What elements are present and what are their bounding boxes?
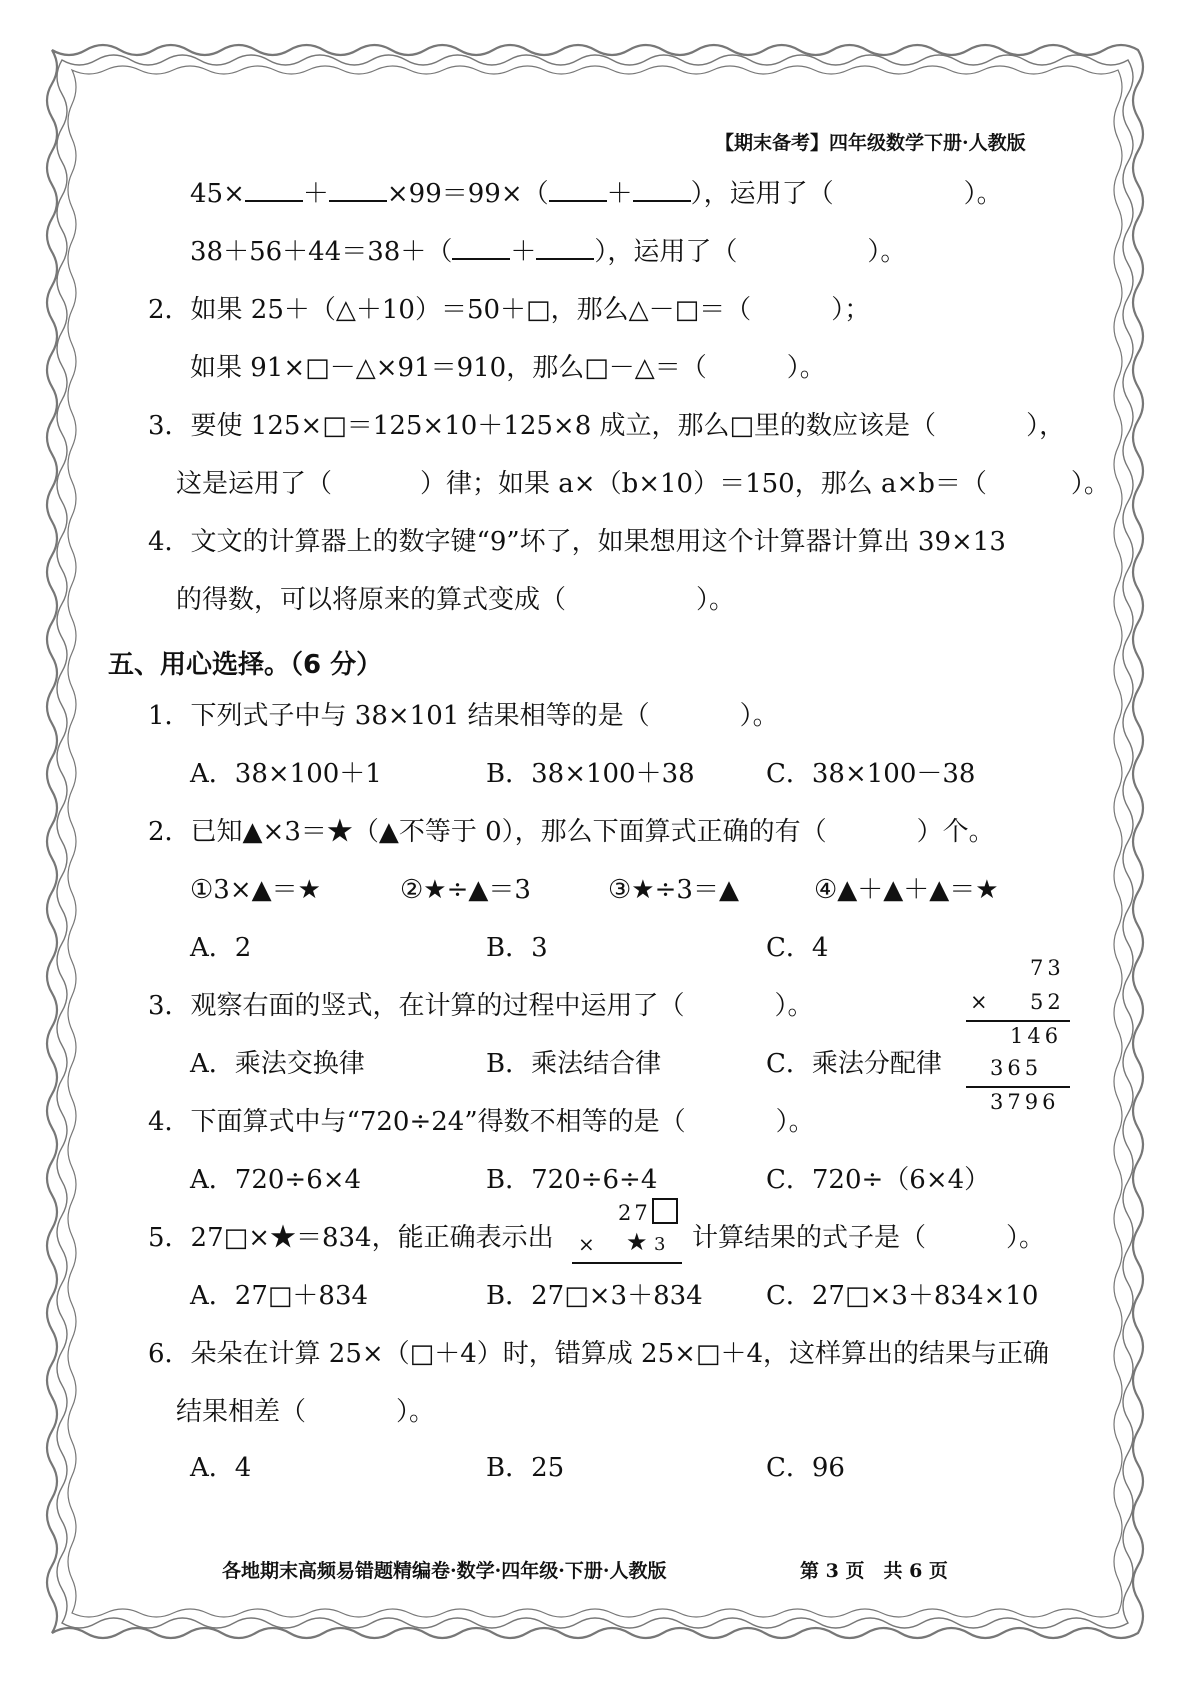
s5-q2-statement-4: ④▲＋▲＋▲＝★: [814, 875, 999, 905]
answer-blank[interactable]: [245, 178, 303, 202]
text: ）。: [396, 1397, 436, 1427]
s5-q4-option-b[interactable]: B．720÷6÷4: [486, 1165, 658, 1195]
s5-q1-option-a[interactable]: A．38×100＋1: [190, 759, 382, 789]
s5-question-1-stem: [148, 700, 779, 732]
fill-line-1: [190, 178, 1003, 210]
square-box-icon: [652, 1198, 678, 1224]
text: ）。: [775, 1107, 815, 1137]
s5-question-5-stem-a: 5．27□×★＝834，能正确表示出: [148, 1223, 554, 1253]
text: 3．要使 125×□＝125×10＋125×8 成立，那么□里的数应该是（: [148, 411, 937, 441]
mini-multiply-sign: ×: [578, 1232, 595, 1256]
text: ＋: [302, 179, 329, 209]
s5-q5-option-a[interactable]: A．27□＋834: [190, 1281, 369, 1311]
text: ）。: [963, 179, 1003, 209]
section-5-title: 五、用心选择。（6 分）: [108, 650, 383, 680]
header-tag: 【期末备考】四年级数学下册·人教版: [715, 132, 1026, 154]
text: ），运用了（: [594, 237, 738, 267]
multiplier: 52: [1030, 990, 1065, 1014]
s5-question-4-stem: [148, 1106, 815, 1138]
text: 2．已知▲×3＝★（▲不等于 0），那么下面算式正确的有（: [148, 817, 827, 847]
fill-line-2: [190, 236, 906, 268]
s5-question-6-line-2: [176, 1396, 435, 1428]
s5-q2-option-a[interactable]: A．2: [190, 933, 252, 963]
divider-line: [966, 1086, 1070, 1088]
text: 38＋56＋44＝38＋（: [190, 237, 453, 267]
s5-q3-option-b[interactable]: B．乘法结合律: [486, 1049, 662, 1079]
text: 结果相差（: [176, 1397, 307, 1427]
text: 3．观察右面的竖式，在计算的过程中运用了（: [148, 991, 685, 1021]
product: 3796: [990, 1090, 1060, 1114]
text: ×99＝99×（: [386, 179, 549, 209]
s5-q1-option-c[interactable]: C．38×100－38: [766, 759, 976, 789]
s5-question-2-stem: [148, 816, 995, 848]
text: 如果 91×□－△×91＝910，那么□－△＝（: [190, 353, 707, 383]
text: ）。: [774, 991, 814, 1021]
text: ），运用了（: [690, 179, 834, 209]
divider-line: [966, 1020, 1070, 1022]
text: 这是运用了（: [176, 469, 333, 499]
s5-q2-statement-2: ②★÷▲＝3: [400, 875, 531, 905]
text: 45×: [190, 179, 245, 209]
text: ）律；如果 a×（b×10）＝150，那么 a×b＝（: [420, 469, 987, 499]
footer-title: 各地期末高频易错题精编卷·数学·四年级·下册·人教版: [222, 1560, 667, 1582]
s5-q6-option-c[interactable]: C．96: [766, 1453, 845, 1483]
s5-q4-option-c[interactable]: C．720÷（6×4）: [766, 1165, 991, 1195]
text: ＋: [606, 179, 633, 209]
answer-blank[interactable]: [452, 236, 510, 260]
s5-question-3-stem: [148, 990, 814, 1022]
answer-blank[interactable]: [549, 178, 607, 202]
question-4-line-1: 4．文文的计算器上的数字键“9”坏了，如果想用这个计算器计算出 39×13: [148, 527, 1006, 557]
s5-q5-option-c[interactable]: C．27□×3＋834×10: [766, 1281, 1039, 1311]
text: ）个。: [916, 817, 995, 847]
s5-q3-option-a[interactable]: A．乘法交换律: [190, 1049, 365, 1079]
text: ）。: [867, 237, 907, 267]
text: 的得数，可以将原来的算式变成（: [176, 585, 567, 615]
multiply-sign: ×: [970, 990, 992, 1014]
text: ）。: [786, 353, 826, 383]
partial-product-2: 365: [990, 1056, 1043, 1080]
answer-blank[interactable]: [329, 178, 387, 202]
page-number: 第 3 页 共 6 页: [800, 1560, 948, 1582]
s5-question-6-line-1: 6．朵朵在计算 25×（□＋4）时，错算成 25×□＋4，这样算出的结果与正确: [148, 1339, 1050, 1369]
mini-digit: 3: [654, 1234, 666, 1255]
answer-blank[interactable]: [536, 236, 594, 260]
text: ）。: [1006, 1223, 1046, 1253]
text: ）。: [739, 701, 779, 731]
text: ＋: [510, 237, 537, 267]
star-icon: ★: [626, 1228, 648, 1256]
s5-q6-option-b[interactable]: B．25: [486, 1453, 565, 1483]
answer-blank[interactable]: [633, 178, 691, 202]
s5-q5-option-b[interactable]: B．27□×3＋834: [486, 1281, 703, 1311]
s5-q2-statement-3: ③★÷3＝▲: [608, 875, 739, 905]
text: ），: [1026, 411, 1066, 441]
question-3-line-1: [148, 410, 1065, 442]
text: 4．下面算式中与“720÷24”得数不相等的是（: [148, 1107, 686, 1137]
question-2-line-2: [190, 352, 826, 384]
question-3-line-2: [176, 468, 1110, 500]
partial-product-1: 146: [1010, 1024, 1063, 1048]
s5-q6-option-a[interactable]: A．4: [190, 1453, 252, 1483]
text: ）。: [1070, 469, 1110, 499]
text: 2．如果 25＋（△＋10）＝50＋□，那么△－□＝（: [148, 295, 752, 325]
s5-q2-option-c[interactable]: C．4: [766, 933, 829, 963]
text: ）；: [831, 295, 871, 325]
text: ）。: [696, 585, 736, 615]
s5-q2-statement-1: ①3×▲＝★: [190, 875, 321, 905]
mini-divider-line: [572, 1262, 682, 1264]
question-4-line-2: [176, 584, 735, 616]
text: 1．下列式子中与 38×101 结果相等的是（: [148, 701, 650, 731]
question-2-line-1: [148, 294, 870, 326]
s5-q4-option-a[interactable]: A．720÷6×4: [190, 1165, 362, 1195]
s5-question-5-stem-b: [692, 1222, 1045, 1254]
s5-q3-option-c[interactable]: C．乘法分配律: [766, 1049, 942, 1079]
s5-q2-option-b[interactable]: B．3: [486, 933, 548, 963]
s5-q1-option-b[interactable]: B．38×100＋38: [486, 759, 695, 789]
text: 计算结果的式子是（: [692, 1223, 927, 1253]
multiplicand: 73: [1030, 956, 1065, 980]
mini-top-digits: 27: [618, 1201, 651, 1225]
